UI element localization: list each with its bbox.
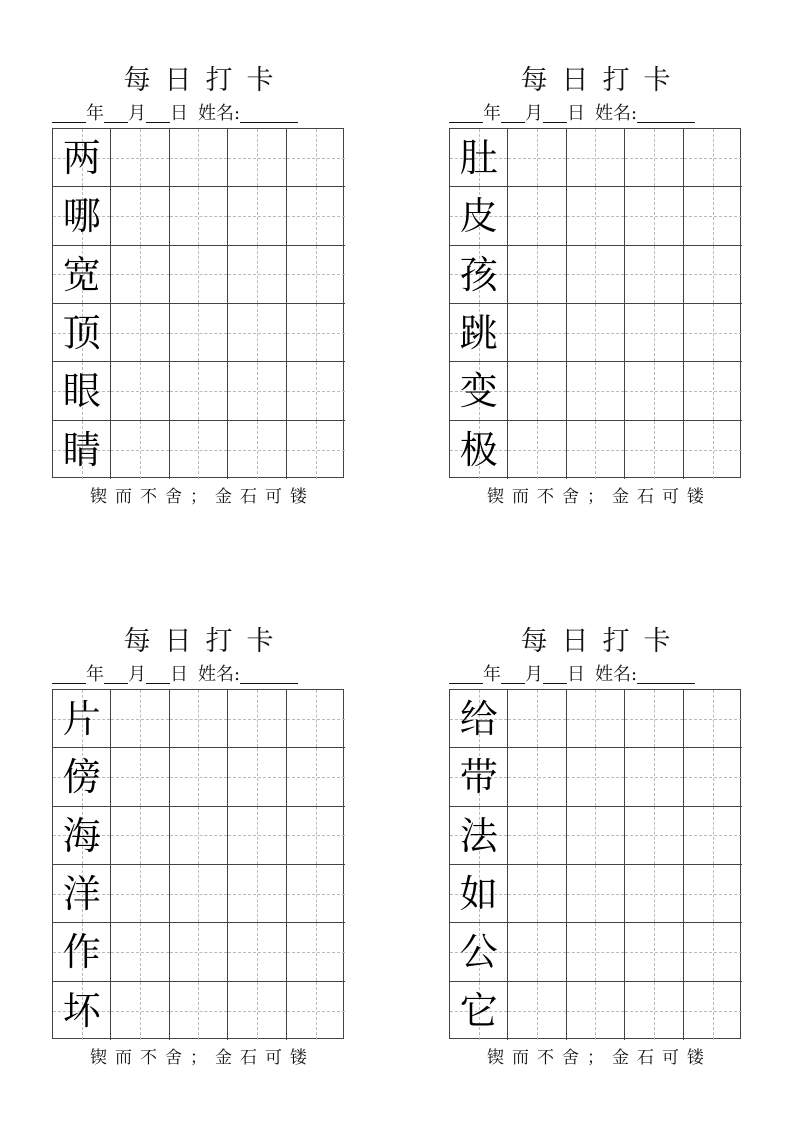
date-name-line — [449, 663, 742, 687]
practice-cell[interactable] — [287, 421, 345, 479]
practice-cell[interactable] — [287, 246, 345, 304]
practice-cell[interactable] — [228, 865, 286, 923]
practice-cell[interactable] — [684, 362, 742, 420]
month-label: 月 — [525, 103, 543, 124]
practice-cell[interactable] — [228, 129, 286, 187]
month-blank[interactable] — [501, 665, 525, 684]
model-char-cell — [53, 187, 111, 245]
practice-cell[interactable] — [228, 982, 286, 1040]
practice-cell[interactable] — [287, 807, 345, 865]
model-character: 皮 — [459, 194, 498, 239]
name-label: 姓名: — [595, 103, 638, 124]
month-label: 月 — [128, 664, 146, 685]
practice-cell[interactable] — [684, 246, 742, 304]
year-label: 年 — [483, 103, 501, 124]
grid-row — [53, 421, 343, 479]
practice-cell[interactable] — [625, 129, 683, 187]
grid-row — [450, 362, 740, 420]
grid-row — [53, 690, 343, 748]
motto-text: 锲而不舍；金石可镂 — [90, 1048, 315, 1068]
model-char-cell — [450, 690, 508, 748]
day-blank[interactable] — [543, 665, 567, 684]
practice-cell[interactable] — [508, 982, 566, 1040]
practice-cell[interactable] — [170, 690, 228, 748]
day-blank[interactable] — [146, 665, 170, 684]
model-char-cell — [53, 748, 111, 806]
practice-cell[interactable] — [567, 923, 625, 981]
practice-cell[interactable] — [508, 421, 566, 479]
model-character: 傍 — [62, 755, 101, 800]
practice-cell[interactable] — [625, 690, 683, 748]
model-character: 变 — [459, 369, 498, 414]
grid-row — [53, 129, 343, 187]
grid-row — [53, 187, 343, 245]
grid-row — [450, 187, 740, 245]
practice-cell[interactable] — [508, 362, 566, 420]
model-character: 它 — [459, 988, 498, 1033]
name-blank[interactable] — [240, 665, 298, 684]
practice-cell[interactable] — [170, 923, 228, 981]
practice-cell[interactable] — [567, 187, 625, 245]
practice-cell[interactable] — [508, 923, 566, 981]
practice-cell[interactable] — [170, 362, 228, 420]
model-character: 宽 — [62, 252, 101, 297]
model-character: 片 — [62, 697, 101, 741]
practice-cell[interactable] — [625, 362, 683, 420]
practice-cell[interactable] — [625, 246, 683, 304]
model-char-cell — [53, 246, 111, 304]
practice-cell[interactable] — [228, 690, 286, 748]
practice-cell[interactable] — [625, 304, 683, 362]
month-blank[interactable] — [104, 104, 128, 123]
practice-cell[interactable] — [287, 129, 345, 187]
grid-row — [53, 982, 343, 1040]
day-blank[interactable] — [146, 104, 170, 123]
practice-cell[interactable] — [228, 304, 286, 362]
model-char-cell — [53, 129, 111, 187]
model-char-cell — [450, 187, 508, 245]
grid-row — [450, 982, 740, 1040]
name-label: 姓名: — [198, 664, 241, 685]
model-character: 带 — [459, 755, 498, 800]
practice-card — [52, 625, 345, 1075]
practice-card — [52, 64, 345, 514]
model-character: 坏 — [62, 988, 101, 1033]
grid-row — [450, 748, 740, 806]
practice-cell[interactable] — [228, 807, 286, 865]
practice-cell[interactable] — [567, 362, 625, 420]
model-character: 肚 — [459, 136, 498, 180]
practice-cell[interactable] — [625, 865, 683, 923]
practice-cell[interactable] — [625, 421, 683, 479]
practice-cell[interactable] — [287, 304, 345, 362]
grid-row — [53, 865, 343, 923]
practice-card — [449, 625, 742, 1075]
name-label: 姓名: — [595, 664, 638, 685]
model-character: 两 — [62, 136, 101, 180]
practice-cell[interactable] — [684, 129, 742, 187]
practice-cell[interactable] — [111, 865, 169, 923]
name-blank[interactable] — [240, 104, 298, 123]
motto-text: 锲而不舍；金石可镂 — [90, 487, 315, 507]
grid-row — [450, 865, 740, 923]
grid-row — [53, 362, 343, 420]
practice-cell[interactable] — [170, 246, 228, 304]
practice-cell[interactable] — [287, 982, 345, 1040]
model-character: 洋 — [62, 871, 101, 916]
practice-cell[interactable] — [684, 807, 742, 865]
model-character: 法 — [459, 813, 498, 858]
practice-cell[interactable] — [228, 362, 286, 420]
practice-cell[interactable] — [170, 865, 228, 923]
practice-cell[interactable] — [684, 690, 742, 748]
model-char-cell — [450, 246, 508, 304]
practice-cell[interactable] — [111, 129, 169, 187]
practice-cell[interactable] — [567, 982, 625, 1040]
practice-cell[interactable] — [111, 923, 169, 981]
practice-cell[interactable] — [567, 421, 625, 479]
card-title: 每日打卡 — [123, 65, 288, 96]
month-label: 月 — [525, 664, 543, 685]
day-label: 日 — [170, 664, 188, 685]
year-blank[interactable] — [449, 665, 483, 684]
practice-cell[interactable] — [567, 807, 625, 865]
practice-cell[interactable] — [228, 748, 286, 806]
model-character: 公 — [459, 930, 498, 975]
practice-cell[interactable] — [287, 690, 345, 748]
date-name-line — [52, 663, 345, 687]
practice-cell[interactable] — [111, 304, 169, 362]
practice-cell[interactable] — [111, 982, 169, 1040]
practice-cell[interactable] — [111, 748, 169, 806]
practice-cell[interactable] — [684, 187, 742, 245]
practice-cell[interactable] — [567, 129, 625, 187]
grid-row — [450, 304, 740, 362]
practice-cell[interactable] — [111, 246, 169, 304]
practice-cell[interactable] — [567, 748, 625, 806]
card-title: 每日打卡 — [123, 626, 288, 657]
grid-row — [53, 807, 343, 865]
year-label: 年 — [86, 664, 104, 685]
practice-cell[interactable] — [287, 362, 345, 420]
grid-row — [53, 923, 343, 981]
grid-row — [450, 421, 740, 479]
motto-text: 锲而不舍；金石可镂 — [487, 1048, 712, 1068]
model-character: 作 — [62, 930, 101, 975]
year-label: 年 — [86, 103, 104, 124]
practice-cell[interactable] — [228, 923, 286, 981]
month-blank[interactable] — [501, 104, 525, 123]
practice-cell[interactable] — [684, 304, 742, 362]
tianzi-grid — [52, 128, 344, 478]
model-character: 跳 — [459, 310, 498, 355]
model-char-cell — [450, 748, 508, 806]
model-char-cell — [450, 865, 508, 923]
practice-cell[interactable] — [170, 129, 228, 187]
day-label: 日 — [567, 664, 585, 685]
practice-cell[interactable] — [111, 690, 169, 748]
model-char-cell — [53, 690, 111, 748]
grid-row — [450, 807, 740, 865]
practice-cell[interactable] — [228, 187, 286, 245]
model-character: 睛 — [62, 427, 101, 472]
practice-cell[interactable] — [170, 421, 228, 479]
practice-cell[interactable] — [508, 129, 566, 187]
model-character: 海 — [62, 813, 101, 858]
model-character: 极 — [459, 427, 498, 472]
model-character: 哪 — [62, 194, 101, 239]
practice-cell[interactable] — [287, 865, 345, 923]
tianzi-grid — [449, 689, 741, 1039]
practice-cell[interactable] — [508, 246, 566, 304]
model-char-cell — [53, 982, 111, 1040]
practice-cell[interactable] — [228, 421, 286, 479]
model-char-cell — [53, 865, 111, 923]
practice-cell[interactable] — [567, 304, 625, 362]
month-blank[interactable] — [104, 665, 128, 684]
model-char-cell — [450, 362, 508, 420]
practice-cell[interactable] — [228, 246, 286, 304]
model-char-cell — [53, 807, 111, 865]
date-name-line — [52, 102, 345, 126]
practice-cell[interactable] — [684, 923, 742, 981]
model-char-cell — [53, 421, 111, 479]
practice-cell[interactable] — [111, 187, 169, 245]
day-label: 日 — [170, 103, 188, 124]
practice-card — [449, 64, 742, 514]
date-name-line — [449, 102, 742, 126]
model-char-cell — [53, 923, 111, 981]
day-label: 日 — [567, 103, 585, 124]
tianzi-grid — [449, 128, 741, 478]
grid-row — [53, 246, 343, 304]
practice-cell[interactable] — [111, 362, 169, 420]
practice-cell[interactable] — [170, 982, 228, 1040]
practice-cell[interactable] — [170, 187, 228, 245]
model-char-cell — [450, 421, 508, 479]
year-blank[interactable] — [52, 665, 86, 684]
practice-cell[interactable] — [170, 748, 228, 806]
practice-cell[interactable] — [625, 187, 683, 245]
practice-cell[interactable] — [625, 807, 683, 865]
model-char-cell — [450, 982, 508, 1040]
practice-cell[interactable] — [111, 421, 169, 479]
practice-cell[interactable] — [287, 187, 345, 245]
model-char-cell — [450, 304, 508, 362]
model-char-cell — [450, 807, 508, 865]
practice-cell[interactable] — [508, 187, 566, 245]
tianzi-grid — [52, 689, 344, 1039]
practice-cell[interactable] — [625, 923, 683, 981]
grid-row — [450, 690, 740, 748]
card-title: 每日打卡 — [520, 626, 685, 657]
practice-cell[interactable] — [567, 690, 625, 748]
model-character: 眼 — [62, 369, 101, 414]
model-char-cell — [53, 304, 111, 362]
practice-cell[interactable] — [625, 982, 683, 1040]
practice-cell[interactable] — [508, 690, 566, 748]
practice-cell[interactable] — [567, 246, 625, 304]
practice-cell[interactable] — [567, 865, 625, 923]
model-char-cell — [450, 129, 508, 187]
practice-cell[interactable] — [625, 748, 683, 806]
motto-text: 锲而不舍；金石可镂 — [487, 487, 712, 507]
name-blank[interactable] — [637, 665, 695, 684]
model-character: 给 — [459, 697, 498, 741]
model-char-cell — [450, 923, 508, 981]
card-title: 每日打卡 — [520, 65, 685, 96]
day-blank[interactable] — [543, 104, 567, 123]
month-label: 月 — [128, 103, 146, 124]
grid-row — [53, 748, 343, 806]
year-label: 年 — [483, 664, 501, 685]
practice-cell[interactable] — [508, 304, 566, 362]
practice-cell[interactable] — [287, 748, 345, 806]
model-char-cell — [53, 362, 111, 420]
name-label: 姓名: — [198, 103, 241, 124]
year-blank[interactable] — [52, 104, 86, 123]
practice-cell[interactable] — [508, 865, 566, 923]
practice-cell[interactable] — [684, 982, 742, 1040]
practice-cell[interactable] — [684, 748, 742, 806]
grid-row — [450, 923, 740, 981]
practice-cell[interactable] — [684, 865, 742, 923]
year-blank[interactable] — [449, 104, 483, 123]
grid-row — [450, 246, 740, 304]
practice-cell[interactable] — [111, 807, 169, 865]
model-character: 孩 — [459, 252, 498, 297]
practice-cell[interactable] — [170, 807, 228, 865]
model-character: 如 — [459, 871, 498, 916]
practice-cell[interactable] — [508, 748, 566, 806]
practice-cell[interactable] — [170, 304, 228, 362]
practice-cell[interactable] — [508, 807, 566, 865]
name-blank[interactable] — [637, 104, 695, 123]
model-character: 顶 — [62, 310, 101, 355]
grid-row — [53, 304, 343, 362]
grid-row — [450, 129, 740, 187]
practice-cell[interactable] — [287, 923, 345, 981]
practice-cell[interactable] — [684, 421, 742, 479]
